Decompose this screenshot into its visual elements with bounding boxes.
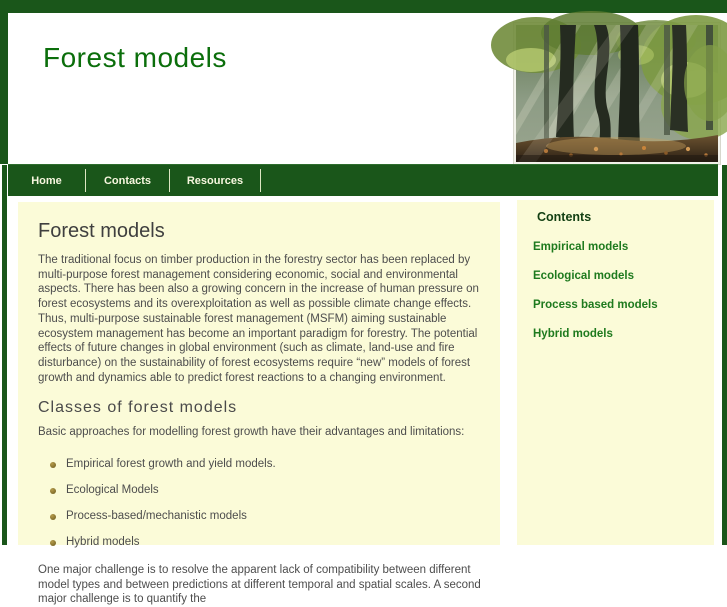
sidebar-link-hybrid-models[interactable]: Hybrid models bbox=[533, 328, 613, 340]
list-item bbox=[50, 536, 486, 549]
list-item-label: Empirical forest growth and yield models. bbox=[66, 458, 276, 471]
list-item-label: Ecological Models bbox=[66, 484, 159, 497]
list-item-label: Hybrid models bbox=[66, 536, 140, 549]
closing-paragraph: One major challenge is to resolve the apparent lack of compatibility between different model types and between predictions at different temporal and spatial scales. A second major challenge is to quantify the bbox=[38, 564, 481, 606]
left-green-edge bbox=[2, 165, 7, 545]
list-item bbox=[50, 458, 486, 471]
page-title: Forest models bbox=[38, 220, 165, 242]
sidebar bbox=[517, 200, 714, 545]
forest-photo bbox=[514, 23, 720, 164]
forest-photo-illustration bbox=[516, 25, 718, 162]
sidebar-title: Contents bbox=[537, 210, 592, 224]
sidebar-link-empirical-models[interactable]: Empirical models bbox=[533, 241, 629, 253]
list-item bbox=[50, 510, 486, 523]
list-item bbox=[50, 484, 486, 497]
right-green-edge bbox=[722, 165, 727, 545]
site-title: Forest models bbox=[43, 42, 227, 73]
bullet-icon bbox=[50, 514, 56, 520]
nav-item-resources[interactable]: Resources bbox=[186, 174, 244, 187]
sidebar-link-ecological-models[interactable]: Ecological models bbox=[533, 270, 634, 282]
list-item-label: Process-based/mechanistic models bbox=[66, 510, 247, 523]
sidebar-link-process-based-models[interactable]: Process based models bbox=[533, 299, 658, 311]
header-left-green-edge bbox=[0, 13, 8, 164]
top-green-bar bbox=[0, 0, 727, 13]
section-lead: Basic approaches for modelling forest growth have their advantages and limitations: bbox=[38, 426, 465, 439]
nav-item-home[interactable]: Home bbox=[31, 174, 62, 187]
model-type-list bbox=[50, 458, 486, 549]
bullet-icon bbox=[50, 488, 56, 494]
main-nav bbox=[8, 164, 718, 196]
main-content-panel bbox=[18, 202, 500, 606]
section-title: Classes of forest models bbox=[38, 399, 238, 417]
bullet-icon bbox=[50, 540, 56, 546]
bullet-icon bbox=[50, 462, 56, 468]
nav-separator bbox=[260, 169, 261, 192]
nav-item-contacts[interactable]: Contacts bbox=[103, 174, 152, 187]
intro-paragraph: The traditional focus on timber production in the forestry sector has been replaced by multi-purpose forest management considering economic, social and environmental aspects. There has been also a growing concern in the increase of human pressure on forest ecosystems and its overexploitation as well as possible climate change effects. Thus, multi-purpose sustainable forest management (MSFM) aiming sustainable ecosystem management has become an important paradigm for forestry. The potential effects of future changes in global environment (such as climate, land-use and fire disturbance) on the sustainability of forest ecosystems require “new” models of forest growth and dynamics able to predict forest reactions to a changing environment. bbox=[38, 254, 479, 384]
